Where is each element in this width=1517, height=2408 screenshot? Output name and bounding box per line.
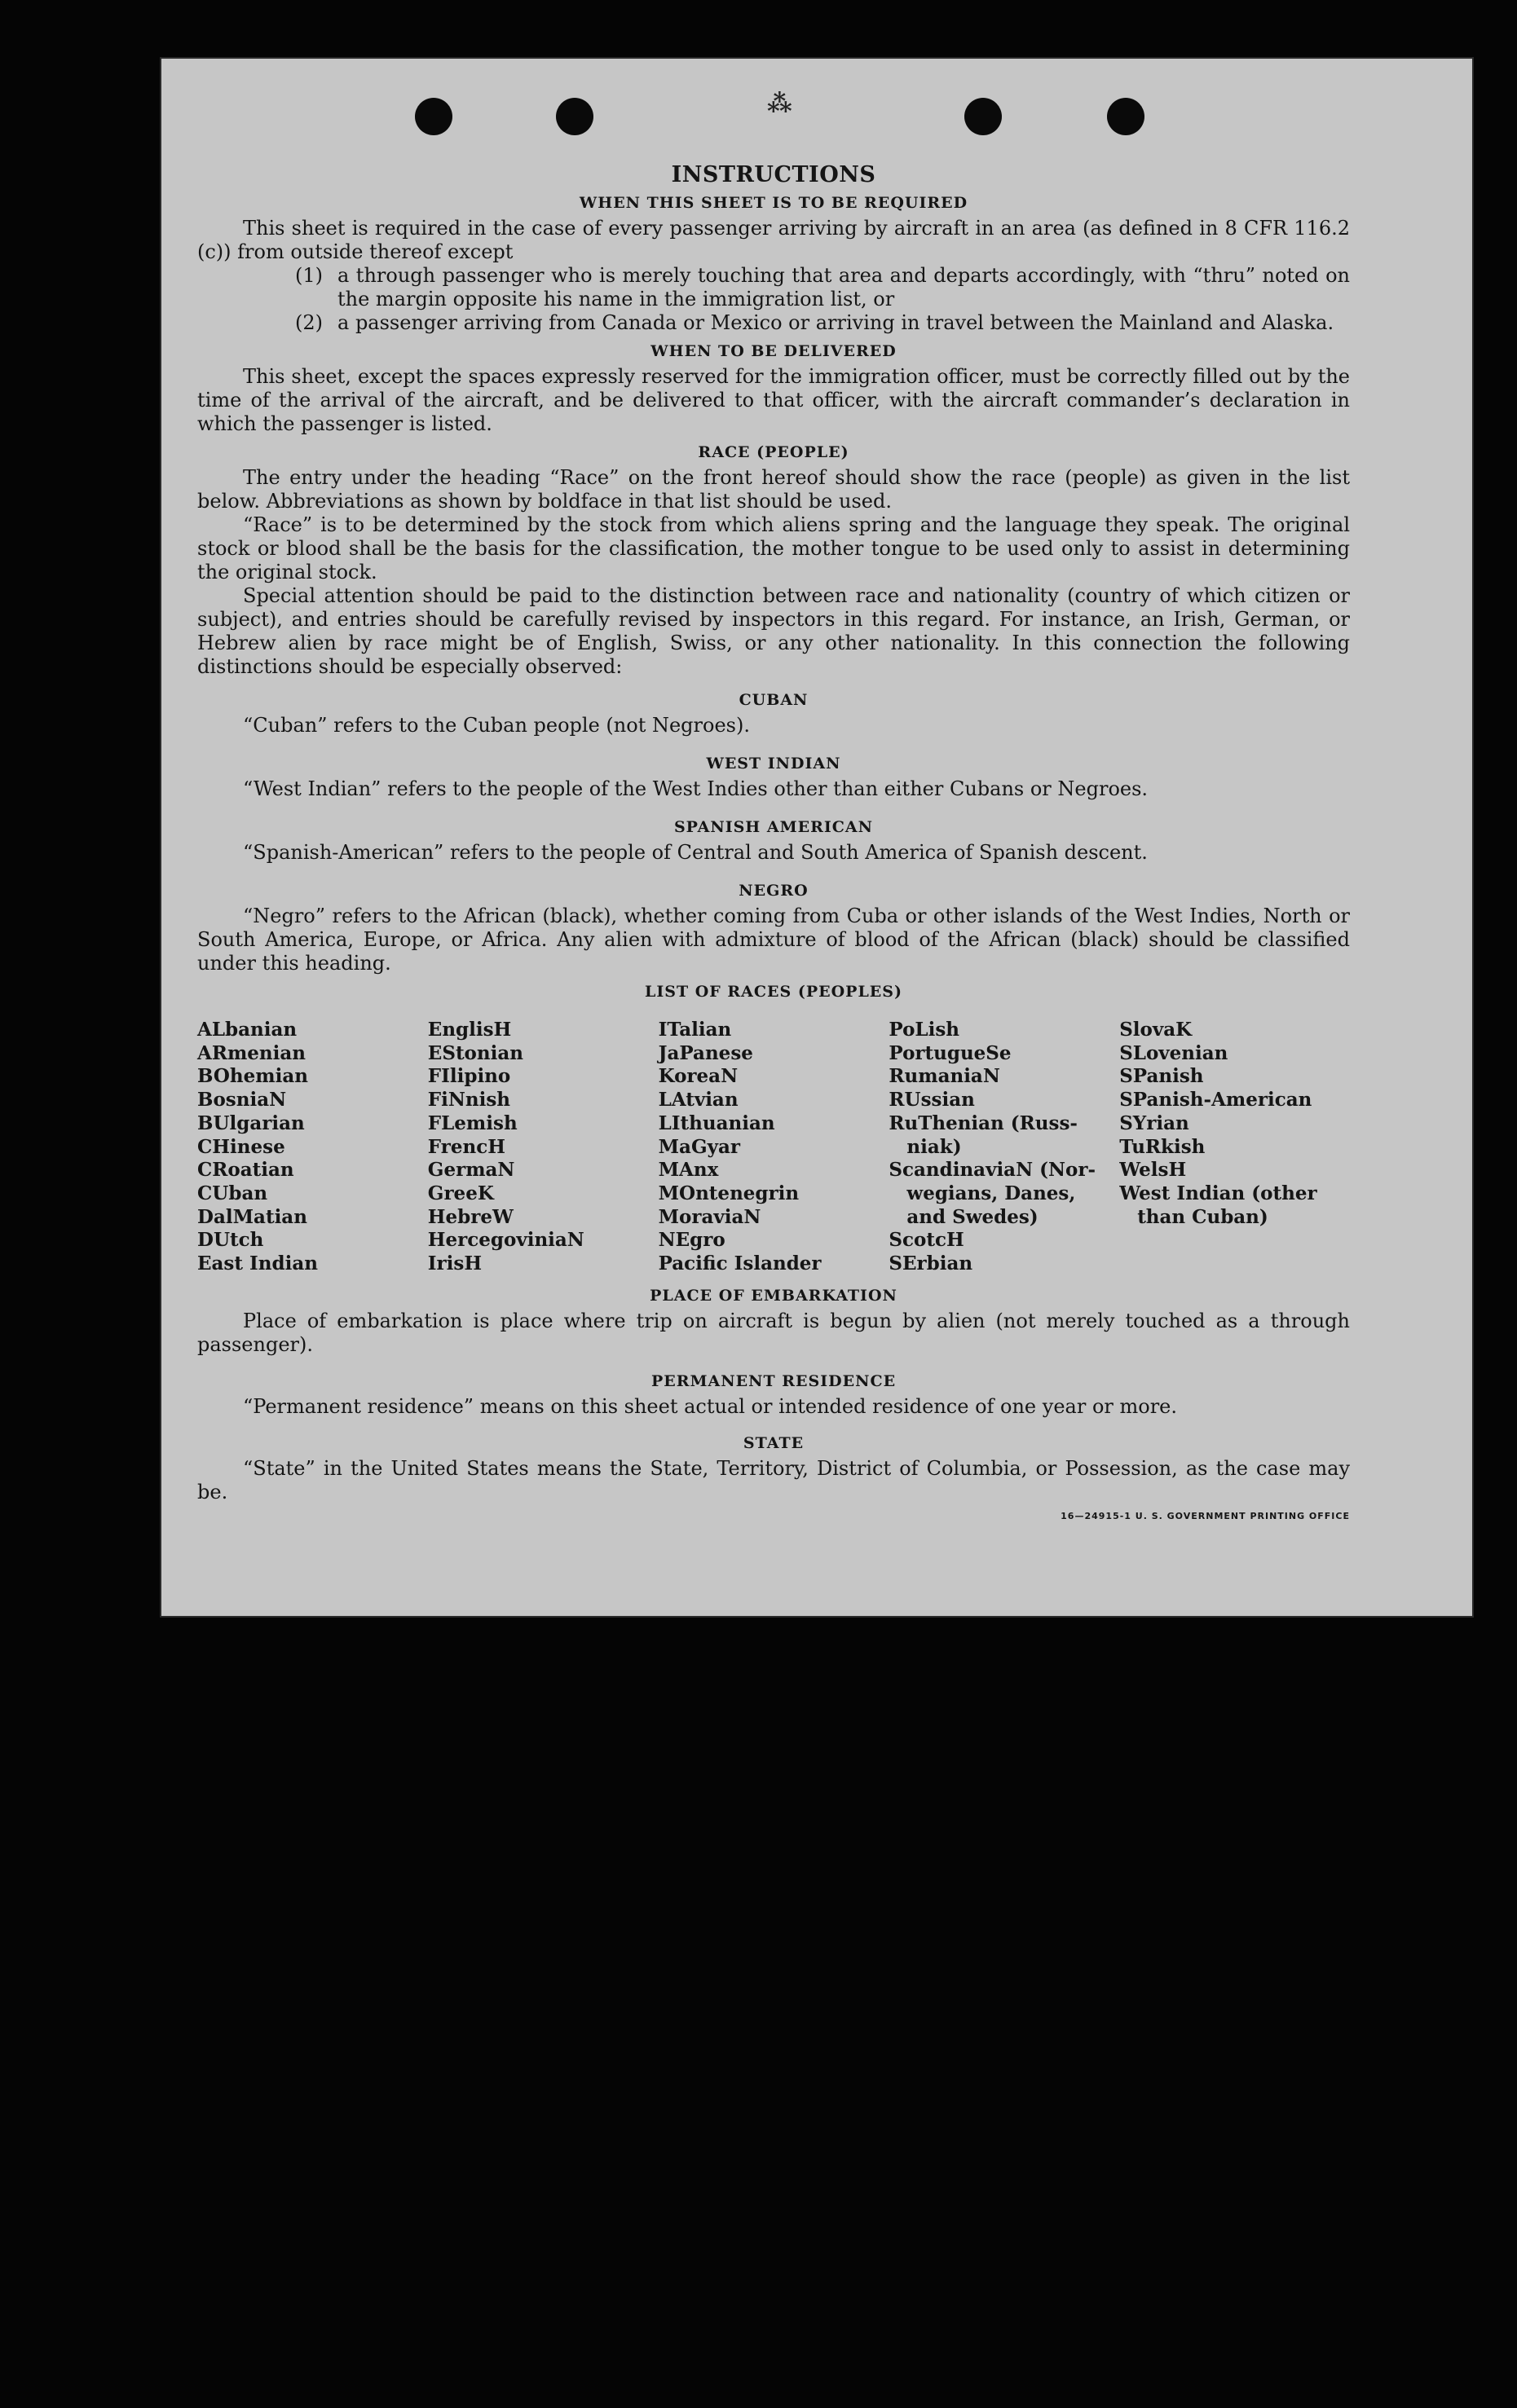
- punch-hole-4: [1107, 98, 1144, 135]
- race-entry: FLemish: [427, 1112, 518, 1134]
- ink-mark: ⁂: [767, 90, 792, 118]
- race-paragraph: “Race” is to be determined by the stock from which aliens spring and the language they speak. The original stock or blood shall be the basis for the classification, the mother tongue to be used only to assist in determining the original stock.: [197, 513, 1350, 583]
- race-entry-continuation: than Cuban): [1137, 1205, 1268, 1228]
- condition-item: [295, 264, 1350, 311]
- race-entry: ScandinaviaN (Nor-: [889, 1159, 1096, 1182]
- punch-hole-2: [556, 98, 593, 135]
- race-entry: CUban: [197, 1182, 268, 1204]
- race-entry: DUtch: [197, 1229, 264, 1252]
- place-of-embarkation-text: Place of embarkation is place where trip on aircraft is begun by alien (not merely touched as a through passenger).: [197, 1309, 1350, 1356]
- race-entry: CRoatian: [197, 1159, 294, 1182]
- race-heading: RACE (PEOPLE): [698, 443, 849, 461]
- race-paragraph: Special attention should be paid to the distinction between race and nationality (country of which citizen or subject), and entries should be carefully revised by inspectors in this regard. For instance, an Irish, German, or Hebrew alien by race might be of English, Swiss, or any other nationality. In this connection the following distinctions should be especially observed:: [197, 584, 1350, 678]
- race-entry: SlovaK: [1119, 1019, 1193, 1041]
- race-entry: ScotcH: [889, 1229, 964, 1252]
- race-entry: KoreaN: [658, 1065, 739, 1088]
- race-entry: IrisH: [427, 1252, 483, 1275]
- race-entry: LAtvian: [658, 1089, 739, 1112]
- cuban-heading: CUBAN: [739, 691, 809, 709]
- race-entry: SPanish: [1119, 1065, 1204, 1088]
- negro-heading: NEGRO: [739, 882, 809, 900]
- instructions-content: [197, 163, 1350, 1528]
- race-entry: MOntenegrin: [658, 1182, 800, 1204]
- races-column: [197, 1019, 428, 1276]
- when-delivered-text: This sheet, except the spaces expressly reserved for the immigration officer, must be correctly filled out by the time of the arrival of the aircraft, and be delivered to that officer, with the aircraft commander’s declaration in which the passenger is listed.: [197, 365, 1350, 435]
- west-indian-text: “West Indian” refers to the people of the West Indies other than either Cubans or Negroes.: [243, 777, 1149, 800]
- races-column: [889, 1019, 1119, 1276]
- condition-item: [295, 311, 1350, 335]
- permanent-residence-heading: PERMANENT RESIDENCE: [650, 1371, 897, 1390]
- race-entry: West Indian (other: [1119, 1182, 1317, 1204]
- state-text: “State” in the United States means the State, Territory, District of Columbia, or Possession, as the case may be.: [197, 1456, 1350, 1503]
- race-entry: GreeK: [427, 1182, 494, 1204]
- condition-number: (2): [295, 311, 323, 334]
- race-entry: HercegoviniaN: [427, 1229, 584, 1252]
- race-entry: ITalian: [658, 1019, 732, 1041]
- race-entry: CHinese: [197, 1135, 285, 1158]
- race-entry: SLovenian: [1119, 1041, 1228, 1064]
- printer-mark: 16—24915-1 U. S. GOVERNMENT PRINTING OFFICE: [1061, 1510, 1350, 1521]
- race-entry: EStonian: [427, 1041, 523, 1064]
- race-entry: MoraviaN: [658, 1205, 761, 1228]
- race-entry: FiNnish: [427, 1089, 511, 1112]
- when-required-heading: WHEN THIS SHEET IS TO BE REQUIRED: [579, 194, 968, 212]
- race-entry: ALbanian: [197, 1019, 298, 1041]
- race-entry: JaPanese: [658, 1041, 753, 1064]
- race-entry: HebreW: [427, 1205, 514, 1228]
- spanish-american-text: “Spanish-American” refers to the people of Central and South America of Spanish descent.: [243, 841, 1148, 864]
- race-entry: FrencH: [427, 1135, 505, 1158]
- footer: [197, 1504, 1350, 1528]
- race-entry: LIthuanian: [658, 1112, 775, 1134]
- race-entry: MAnx: [658, 1159, 719, 1182]
- list-of-races-heading: LIST OF RACES (PEOPLES): [645, 983, 902, 1001]
- races-column: [428, 1019, 659, 1276]
- race-entry-continuation: wegians, Danes,: [906, 1182, 1076, 1204]
- race-entry: WelsH: [1119, 1159, 1187, 1182]
- instruction-sheet: [160, 57, 1474, 1618]
- race-entry: ARmenian: [197, 1041, 306, 1064]
- when-delivered-heading: WHEN TO BE DELIVERED: [650, 342, 897, 360]
- races-column: [1119, 1019, 1350, 1276]
- when-required-intro: This sheet is required in the case of every passenger arriving by aircraft in an area (as defined in 8 CFR 116.2 (c)) from outside thereof except: [197, 217, 1350, 263]
- west-indian-heading: WEST INDIAN: [706, 755, 841, 773]
- race-entry: DalMatian: [197, 1205, 307, 1228]
- race-entry: GermaN: [427, 1159, 515, 1182]
- race-entry: FIlipino: [427, 1065, 511, 1088]
- state-heading: STATE: [743, 1433, 805, 1452]
- punch-hole-3: [964, 98, 1002, 135]
- races-list: [197, 1019, 1350, 1276]
- page-title: INSTRUCTIONS: [671, 162, 876, 187]
- race-entry: PortugueSe: [889, 1041, 1012, 1064]
- race-entry: NEgro: [658, 1229, 725, 1252]
- race-entry: EnglisH: [427, 1019, 512, 1041]
- race-entry: TuRkish: [1119, 1135, 1206, 1158]
- race-entry: MaGyar: [658, 1135, 740, 1158]
- race-entry: PoLish: [889, 1019, 959, 1041]
- place-of-embarkation-heading: PLACE OF EMBARKATION: [650, 1286, 897, 1305]
- punch-hole-1: [415, 98, 452, 135]
- races-column: [659, 1019, 889, 1276]
- race-entry-continuation: and Swedes): [906, 1205, 1039, 1228]
- condition-text: a through passenger who is merely touching that area and departs accordingly, with “thru” noted on the margin opposite his name in the immigration list, or: [337, 264, 1350, 310]
- condition-text: a passenger arriving from Canada or Mexico or arriving in travel between the Mainland and Alaska.: [337, 311, 1334, 334]
- race-paragraph: The entry under the heading “Race” on the front hereof should show the race (people) as given in the list below. Abbreviations as shown by boldface in that list should be used.: [197, 466, 1350, 513]
- race-entry: SYrian: [1119, 1112, 1189, 1134]
- cuban-text: “Cuban” refers to the Cuban people (not Negroes).: [243, 714, 750, 737]
- race-entry: RuThenian (Russ-: [889, 1112, 1078, 1134]
- race-entry: East Indian: [197, 1252, 318, 1275]
- race-entry: BosniaN: [197, 1089, 287, 1112]
- race-entry: RUssian: [889, 1089, 975, 1112]
- negro-text: “Negro” refers to the African (black), whether coming from Cuba or other islands of the West Indies, North or South America, Europe, or Africa. Any alien with admixture of blood of the African (black) should be classified under this heading.: [197, 905, 1350, 975]
- race-entry: SPanish-American: [1119, 1089, 1312, 1112]
- race-entry: BOhemian: [197, 1065, 308, 1088]
- permanent-residence-text: “Permanent residence” means on this sheet actual or intended residence of one year or more.: [243, 1394, 1177, 1418]
- race-entry: RumaniaN: [889, 1065, 1000, 1088]
- race-entry: SErbian: [889, 1252, 973, 1275]
- condition-number: (1): [295, 264, 323, 287]
- spanish-american-heading: SPANISH AMERICAN: [673, 818, 874, 836]
- race-entry: BUlgarian: [197, 1112, 305, 1134]
- race-entry-continuation: niak): [906, 1135, 962, 1158]
- race-entry: Pacific Islander: [658, 1252, 822, 1275]
